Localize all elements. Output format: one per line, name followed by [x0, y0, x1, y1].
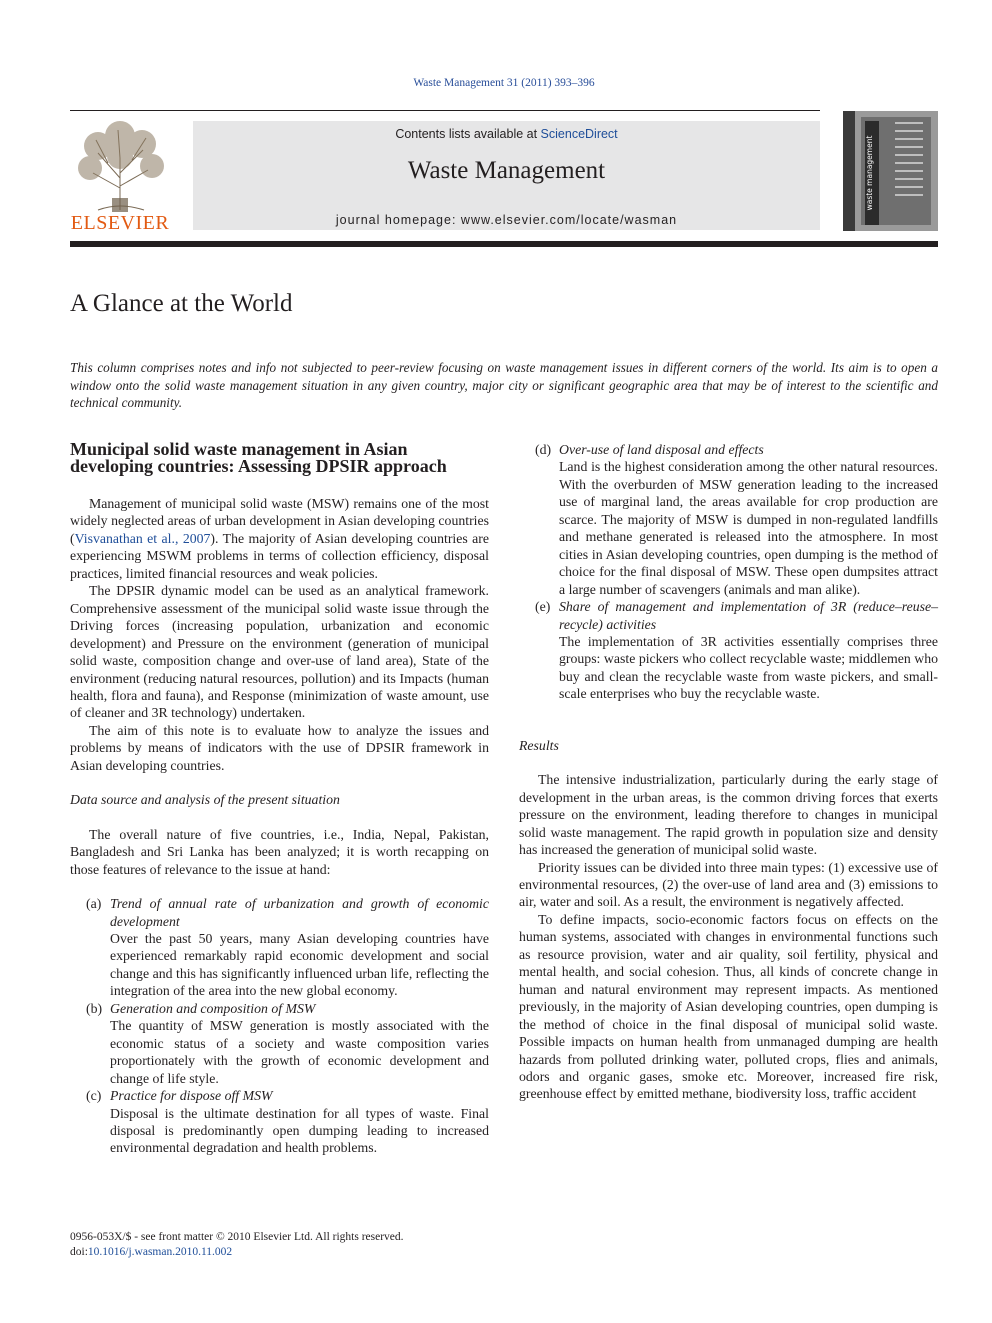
sciencedirect-link[interactable]: ScienceDirect: [540, 127, 618, 141]
text: Management of municipal solid waste (MSW) remains one of the most widely neglected areas of urban development in Asian developing countries (: [70, 496, 489, 546]
article-title: Municipal solid waste management in Asian developing countries: Assessing DPSIR approach: [70, 439, 447, 476]
item-title: Generation and composition of MSW: [110, 1000, 316, 1016]
top-rule: [70, 110, 820, 111]
subheading-results: Results: [519, 737, 559, 753]
item-label: (c): [86, 1088, 102, 1104]
text: ). The majority of Asian developing countries are experiencing MSWM problems in terms of collection efficiency, disposal practices, limited financial resources and weak policies.: [70, 530, 489, 581]
doi-prefix: doi:: [70, 1246, 88, 1258]
item-text: The quantity of MSW generation is mostly associated with the economic status of a society and waste composition varies proportionately with the growth of economic development and change of life style.: [110, 1018, 489, 1086]
item-label: (b): [86, 1000, 103, 1016]
homepage-prefix: journal homepage:: [335, 213, 461, 227]
item-text: Over the past 50 years, many Asian developing countries have experienced remarkably rapid economic development and social change and this has significantly influenced urban life, reflecting the integration of the area into the new global economy.: [110, 930, 489, 999]
paragraph: To define impacts, socio-economic factors focus on effects on the human systems, associated with changes in environmental functions such as resource provision, water and air quality, soil fertility, physical and mental health, and social cohesion. Thus, all kinds of concrete change in human and natural environment may represent impacts. As mentioned previously, in the majority of Asian developing countries, open dumping is the method of choice in the final disposal of municipal solid waste. Possible impacts on human health from unmanaged dumping are health hazards from polluted drinking water, polluted crops, flies and animals, odors and organic gases, smoke etc. Moreover, increased fire risk, greenhouse effect by emitted methane, biodiversity loss, traffic accident: [519, 911, 938, 1102]
item-title: Practice for dispose off MSW: [110, 1088, 273, 1104]
journal-cover-image: [843, 111, 938, 231]
item-label: (e): [535, 599, 551, 615]
paragraph: The overall nature of five countries, i.e., India, Nepal, Pakistan, Bangladesh and Sri Lanka has been analyzed; it is worth recapping on those features of relevance to the issue at hand:: [70, 826, 489, 877]
homepage-link[interactable]: www.elsevier.com/locate/wasman: [460, 213, 678, 227]
subheading-data-source: Data source and analysis of the present situation: [70, 792, 340, 808]
paragraph: [70, 495, 489, 582]
issn-line: 0956-053X/$ - see front matter © 2010 Elsevier Ltd. All rights reserved.: [70, 1231, 404, 1243]
paragraph: The aim of this note is to evaluate how to analyze the issues and problems by means of indicators with the use of DPSIR framework in Asian developing countries.: [70, 722, 489, 773]
publisher-name: ELSEVIER: [70, 212, 170, 234]
paragraph: The DPSIR dynamic model can be used as an analytical framework. Comprehensive assessment of the municipal solid waste issue through the Driving forces (increasing population, urbanization and economic development) and Pressure on the environment (generation of municipal solid waste, composition change and over-use of land area), State of the environment (reducing natural resources, pollution) and its Impacts (human health, flora and fauna), and Response (minimization of waste amount, use of cleaner and 3R technology) undertaken.: [70, 583, 489, 721]
doi-link[interactable]: 10.1016/j.wasman.2010.11.002: [87, 1246, 233, 1258]
contents-line: [193, 127, 820, 141]
list-item: [519, 598, 938, 703]
left-column: [70, 441, 489, 1157]
journal-reference[interactable]: Waste Management 31 (2011) 393–396: [413, 77, 595, 89]
citation-link[interactable]: Visvanathan et al., 2007: [74, 530, 211, 546]
paragraph: Priority issues can be divided into three main types: (1) excessive use of environmental resources, (2) the over-use of land area and (3) emissions to air, water and soil. As a result, the environment is negatively affected.: [519, 859, 938, 910]
list-item: [70, 1000, 489, 1087]
item-title: Trend of annual rate of urbanization and growth of economic development: [110, 896, 489, 929]
list-item: [519, 441, 938, 598]
cover-title: waste management: [865, 135, 874, 211]
journal-homepage: [193, 213, 820, 227]
journal-title: Waste Management: [407, 157, 606, 184]
contents-prefix: Contents lists available at: [395, 127, 541, 141]
list-item: [70, 895, 489, 1000]
section-title: A Glance at the World: [70, 290, 293, 317]
item-text: Land is the highest consideration among the other natural resources. With the overburden of MSW generation leading to the increased use of marginal land, the areas available for crop production are scarce. The majority of MSW is dumped in non-regulated landfills and methane generated is released into the atmosphere. In most cities in Asian developing countries, open dumping is the method of choice for the final disposal of MSW. These open dumpsites attract a large number of scavengers (animals and man alike).: [559, 459, 938, 597]
journal-banner: [193, 121, 820, 230]
footer: [70, 1230, 404, 1260]
item-title: Over-use of land disposal and effects: [559, 442, 764, 457]
item-text: Disposal is the ultimate destination for all types of waste. Final disposal is predominantly open dumping leading to increased environmental degradation and health problems.: [110, 1105, 489, 1156]
right-column: [519, 441, 938, 1103]
doi-line: [70, 1245, 404, 1260]
item-label: (a): [86, 896, 102, 912]
cover-graphic: [843, 111, 938, 231]
header-rule: [70, 241, 938, 247]
section-intro: This column comprises notes and info not subjected to peer-review focusing on waste management issues in different corners of the world. Its aim is to open a window onto the solid waste management situation in any given country, major city or significant geographic area that may be of interest to the scientific and technical community.: [70, 360, 938, 410]
list-item: [70, 1087, 489, 1157]
item-title: Share of management and implementation of 3R (reduce–reuse–recycle) activities: [559, 599, 938, 632]
item-label: (d): [535, 442, 552, 457]
item-text: The implementation of 3R activities essentially comprises three groups: waste pickers who collect recyclable waste; middlemen who buy and clean the recyclable waste from waste pickers, and small-scale enterprises who buy the recyclable waste.: [559, 633, 938, 702]
paragraph: The intensive industrialization, particularly during the early stage of development in the urban areas, is the common driving forces that exerts pressure on the environment, leading therefore to changes in municipal solid waste management. The rapid growth in population size and density has increased the generation of municipal solid waste.: [519, 772, 938, 858]
